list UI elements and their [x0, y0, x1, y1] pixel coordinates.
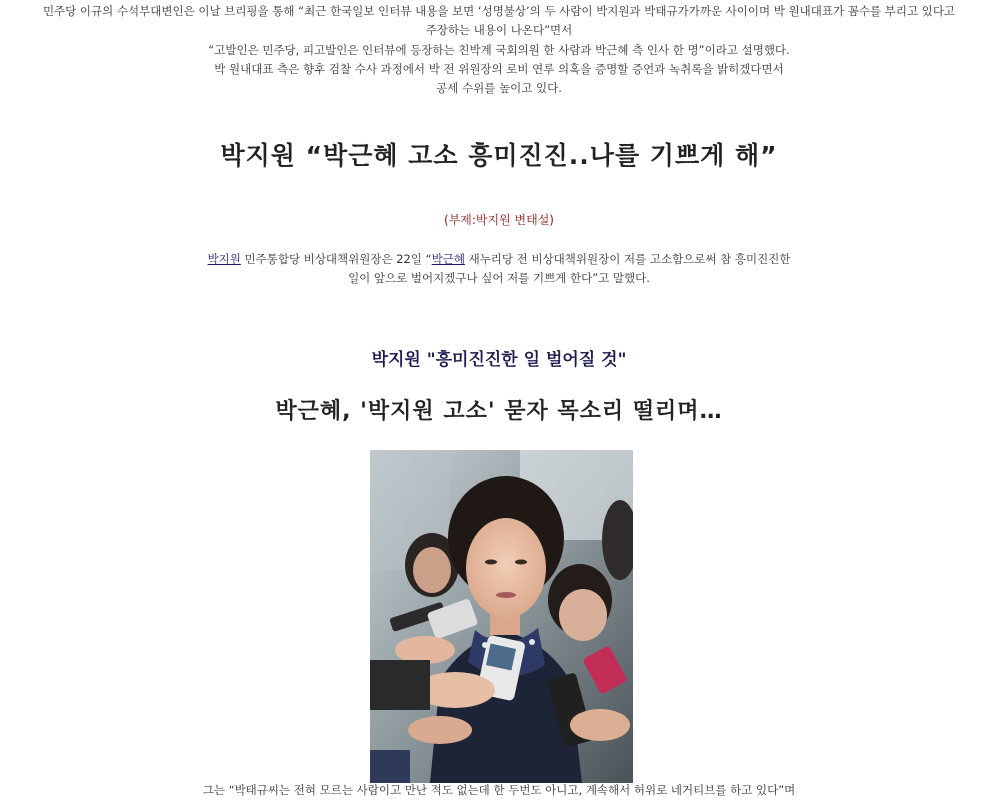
body-text-b: 새누리당 전 비상대책위원장이 저를 고소함으로써 참 흥미진진한	[464, 252, 791, 266]
intro-line-1: 민주당 이규의 수석부대변인은 이날 브리핑을 통해 “최근 한국일보 인터뷰 내용을 보면 ‘성명불상’의 두 사람이 박지원과 박태규가가까운 사이이며 박 원내대표가 꼼수를 부리고 있다고	[42, 4, 956, 18]
headline-secondary: 박지원 "흥미진진한 일 벌어질 것"	[371, 350, 627, 370]
link-park-jiwon[interactable]: 박지원	[207, 252, 241, 266]
body-line-2: 일이 앞으로 벌어지겠구나 싶어 저를 기쁘게 한다”고 말했다.	[348, 271, 650, 285]
headline-tertiary: 박근혜, '박지원 고소' 묻자 목소리 떨리며…	[275, 399, 723, 424]
subtitle: (부제:박지원 변태설)	[444, 213, 554, 227]
intro-line-4: 박 원내대표 측은 향후 검찰 수사 과정에서 박 전 위원장의 로비 연루 의혹을 증명할 증언과 녹취록을 밝히겠다면서	[214, 62, 784, 76]
intro-line-3: “고발인은 민주당, 피고발인은 인터뷰에 등장하는 친박계 국회의원 한 사람과 박근혜 측 인사 한 명”이라고 설명했다.	[208, 43, 790, 57]
body-text-a: 민주통합당 비상대책위원장은 22일 “	[240, 252, 432, 266]
headline-primary: 박지원 “박근혜 고소 흥미진진..나를 기쁘게 해”	[220, 141, 778, 170]
body-line-1	[0, 250, 998, 268]
caption: 그는 “박태규씨는 전혀 모르는 사람이고 만난 적도 없는데 한 두번도 아니고, 계속해서 허위로 네거티브를 하고 있다”며	[202, 783, 796, 797]
news-photo	[370, 450, 633, 783]
link-park-geunhye[interactable]: 박근혜	[431, 252, 465, 266]
intro-line-2: 주장하는 내용이 나온다”면서	[425, 23, 573, 37]
intro-line-5: 공세 수위를 높이고 있다.	[436, 81, 562, 95]
